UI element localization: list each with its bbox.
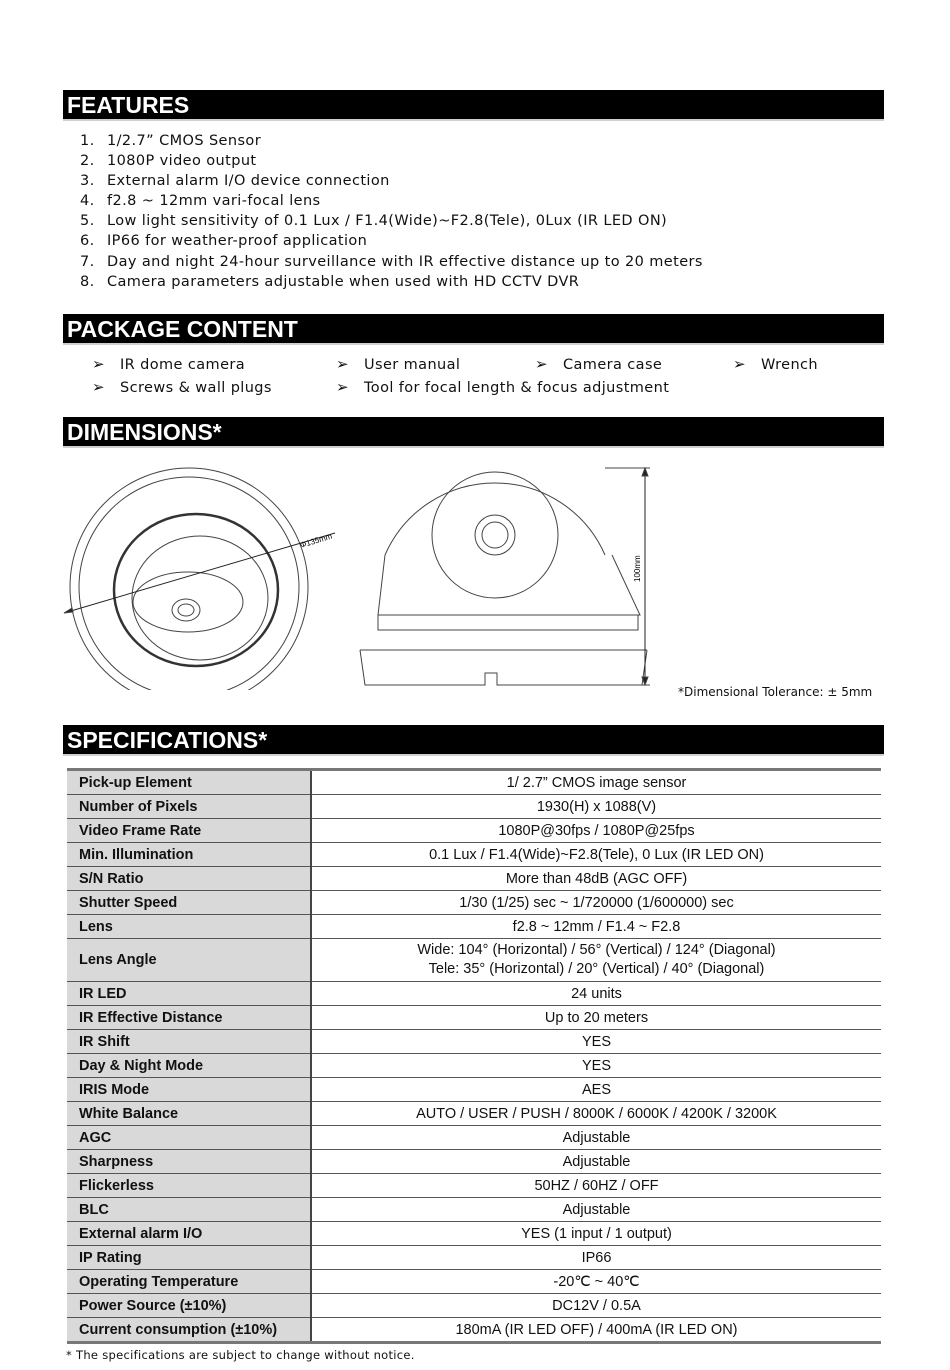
table-row [67,1270,881,1294]
spec-value: 24 units [311,982,881,1006]
spec-value: -20℃ ~ 40℃ [311,1270,881,1294]
package-item: ➢ Wrench [733,355,819,373]
side-view-drawing [360,468,650,685]
spec-label: AGC [67,1126,311,1150]
table-row [67,1246,881,1270]
top-view-drawing [64,468,335,690]
arrow-bullet-icon: ➢ [336,355,349,373]
dimension-drawing [60,460,660,690]
spec-label: Lens [67,915,311,939]
specifications-table [67,768,881,1344]
tolerance-note: *Dimensional Tolerance: ± 5mm [678,685,873,699]
spec-label: S/N Ratio [67,867,311,891]
spec-label: IR LED [67,982,311,1006]
arrow-bullet-icon: ➢ [92,378,105,396]
footnote: * The specifications are subject to change without notice. [66,1348,415,1362]
spec-label: Current consumption (±10%) [67,1318,311,1343]
feature-item: 2. 1080P video output [80,153,257,170]
features-list [80,131,703,292]
spec-value: Adjustable [311,1198,881,1222]
spec-value: 0.1 Lux / F1.4(Wide)~F2.8(Tele), 0 Lux (IR LED ON) [311,843,881,867]
table-row [67,1318,881,1343]
features-heading: FEATURES [63,90,884,121]
table-row [67,1126,881,1150]
feature-item: 7. Day and night 24-hour surveillance with IR effective distance up to 20 meters [80,253,703,270]
spec-label: Flickerless [67,1174,311,1198]
spec-value: AUTO / USER / PUSH / 8000K / 6000K / 4200K / 3200K [311,1102,881,1126]
spec-label: Day & Night Mode [67,1054,311,1078]
package-item: ➢ Screws & wall plugs [92,378,272,396]
spec-value: YES (1 input / 1 output) [311,1222,881,1246]
table-row [67,795,881,819]
package-item: ➢ Camera case [535,355,663,373]
arrow-bullet-icon: ➢ [336,378,349,396]
spec-value: Adjustable [311,1150,881,1174]
table-row [67,1198,881,1222]
table-row [67,843,881,867]
spec-value: f2.8 ~ 12mm / F1.4 ~ F2.8 [311,915,881,939]
table-row [67,982,881,1006]
arrow-bullet-icon: ➢ [535,355,548,373]
spec-label: BLC [67,1198,311,1222]
spec-value: IP66 [311,1246,881,1270]
spec-label: Pick-up Element [67,770,311,795]
table-row [67,1222,881,1246]
spec-value: 1/30 (1/25) sec ~ 1/720000 (1/600000) sec [311,891,881,915]
arrow-bullet-icon: ➢ [733,355,746,373]
spec-value: Adjustable [311,1126,881,1150]
specifications-heading: SPECIFICATIONS* [63,725,884,756]
spec-value: Wide: 104° (Horizontal) / 56° (Vertical) / 124° (Diagonal) Tele: 35° (Horizontal) / 20° (Vertical) / 40° (Diagonal) [311,939,881,982]
feature-item: 3. External alarm I/O device connection [80,173,390,190]
spec-value: DC12V / 0.5A [311,1294,881,1318]
package-item: ➢ IR dome camera [92,355,246,373]
table-row [67,867,881,891]
table-row [67,1102,881,1126]
spec-value: AES [311,1078,881,1102]
spec-label: IR Shift [67,1030,311,1054]
table-row [67,1054,881,1078]
table-row [67,1150,881,1174]
table-row [67,1006,881,1030]
table-row [67,1294,881,1318]
table-row [67,1174,881,1198]
table-row [67,915,881,939]
package-heading: PACKAGE CONTENT [63,314,884,345]
spec-label: IP Rating [67,1246,311,1270]
spec-value: YES [311,1054,881,1078]
table-row [67,1030,881,1054]
table-row [67,939,881,982]
feature-item: 4. f2.8 ~ 12mm vari-focal lens [80,193,321,210]
table-row [67,891,881,915]
feature-item: 5. Low light sensitivity of 0.1 Lux / F1.4(Wide)~F2.8(Tele), 0Lux (IR LED ON) [80,213,668,230]
table-row [67,819,881,843]
arrow-bullet-icon: ➢ [92,355,105,373]
spec-value: Up to 20 meters [311,1006,881,1030]
spec-value: 50HZ / 60HZ / OFF [311,1174,881,1198]
spec-label: White Balance [67,1102,311,1126]
spec-value: 1/ 2.7” CMOS image sensor [311,770,881,795]
spec-label: Video Frame Rate [67,819,311,843]
spec-label: Power Source (±10%) [67,1294,311,1318]
spec-label: Min. Illumination [67,843,311,867]
dimensions-heading: DIMENSIONS* [63,417,884,448]
spec-label: IRIS Mode [67,1078,311,1102]
spec-value: 1930(H) x 1088(V) [311,795,881,819]
spec-label: Operating Temperature [67,1270,311,1294]
feature-item: 6. IP66 for weather-proof application [80,233,368,250]
feature-item: 8. Camera parameters adjustable when used with HD CCTV DVR [80,273,580,290]
feature-item: 1. 1/2.7” CMOS Sensor [80,133,262,149]
spec-label: Number of Pixels [67,795,311,819]
spec-value: YES [311,1030,881,1054]
package-item: ➢ User manual [336,355,461,373]
spec-label: External alarm I/O [67,1222,311,1246]
diameter-label: Φ135mm [298,531,334,550]
table-row [67,770,881,795]
spec-label: Sharpness [67,1150,311,1174]
spec-label: IR Effective Distance [67,1006,311,1030]
spec-value: 1080P@30fps / 1080P@25fps [311,819,881,843]
spec-label: Lens Angle [67,939,311,982]
spec-label: Shutter Speed [67,891,311,915]
height-label: 100mm [633,555,642,582]
table-row [67,1078,881,1102]
package-item: ➢ Tool for focal length & focus adjustment [336,378,670,396]
spec-value: More than 48dB (AGC OFF) [311,867,881,891]
spec-value: 180mA (IR LED OFF) / 400mA (IR LED ON) [311,1318,881,1343]
